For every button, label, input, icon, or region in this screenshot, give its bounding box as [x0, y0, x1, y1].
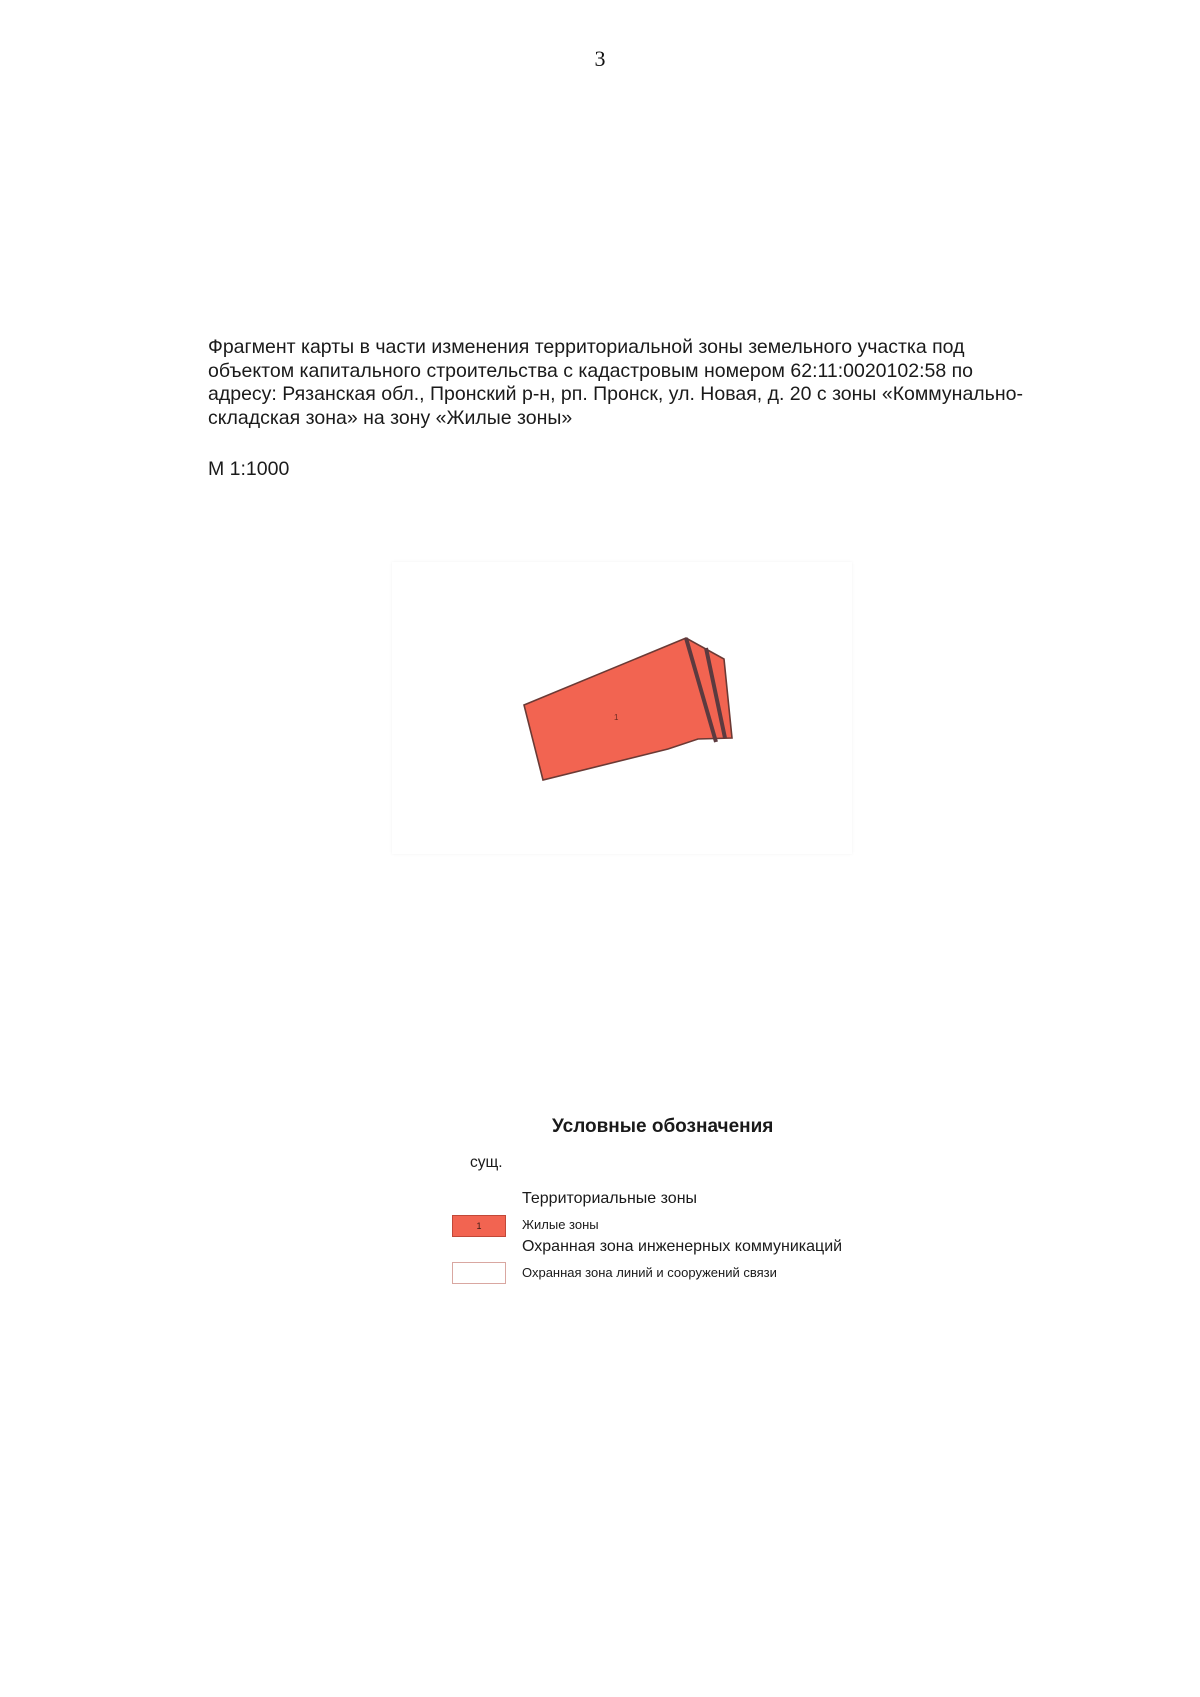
zone-number-label: 1 [614, 713, 619, 722]
map-description [208, 336, 1108, 430]
description-line: складская зона» на зону «Жилые зоны» [208, 406, 573, 429]
legend-item-label: Жилые зоны [522, 1217, 599, 1232]
residential-zone-swatch: 1 [452, 1215, 506, 1237]
legend-status-label: сущ. [470, 1154, 503, 1171]
description-line: адресу: Рязанская обл., Пронский р-н, рп. Пронск, ул. Новая, д. 20 с зоны «Коммунально- [208, 383, 1023, 405]
legend-title: Условные обозначения [552, 1116, 774, 1137]
description-line: объектом капитального строительства с кадастровым номером 62:11:0020102:58 по [208, 359, 973, 382]
legend-item-label: Охранная зона линий и сооружений связи [522, 1265, 777, 1280]
map-scale: М 1:1000 [208, 458, 290, 480]
description-line: Фрагмент карты в части изменения территориальной зоны земельного участка под [208, 336, 965, 358]
legend-group-heading: Охранная зона инженерных коммуникаций [522, 1238, 843, 1255]
map-fragment [392, 562, 852, 854]
legend-group-heading: Территориальные зоны [522, 1190, 698, 1207]
communication-buffer-swatch [452, 1262, 506, 1284]
residential-zone-parcel [524, 638, 732, 780]
map-canvas [392, 562, 852, 854]
page-number: 3 [594, 46, 606, 71]
